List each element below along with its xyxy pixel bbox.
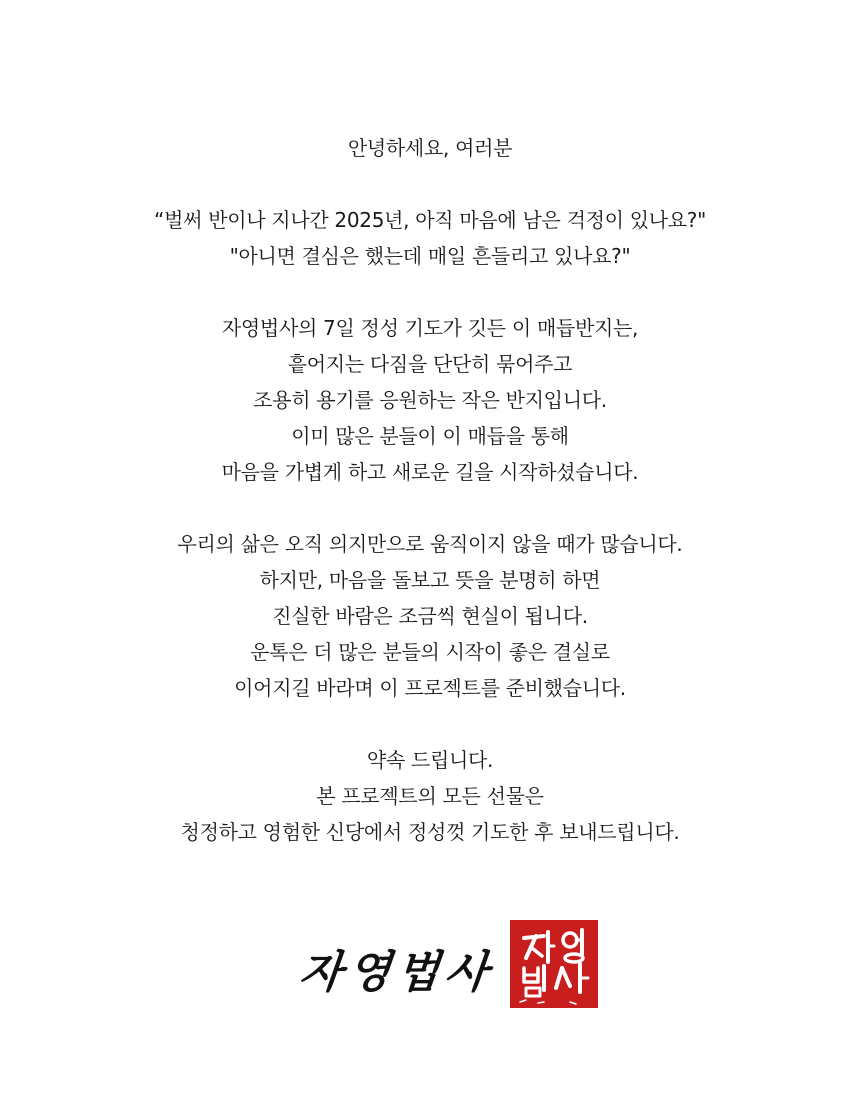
signature-name: 자영법사 bbox=[296, 947, 497, 998]
signature-block bbox=[0, 918, 860, 1010]
question-line: “벌써 반이나 지나간 2025년, 아직 마음에 남은 걱정이 있나요?" bbox=[154, 208, 706, 232]
paragraph-line: 이미 많은 분들이 이 매듭을 통해 bbox=[291, 424, 569, 448]
paragraph-line: 약속 드립니다. bbox=[366, 748, 494, 772]
seal-stamp-graphic bbox=[510, 920, 598, 1008]
spacer bbox=[0, 706, 860, 742]
paragraph-line: 본 프로젝트의 모든 선물은 bbox=[316, 784, 544, 808]
paragraph-line: 조용히 용기를 응원하는 작은 반지입니다. bbox=[253, 388, 607, 412]
question-line: "아니면 결심은 했는데 매일 흔들리고 있나요?" bbox=[229, 244, 631, 268]
letter-body bbox=[0, 130, 860, 850]
spacer bbox=[0, 274, 860, 310]
spacer bbox=[0, 166, 860, 202]
seal-stamp-icon bbox=[510, 920, 598, 1008]
paragraph-line: 하지만, 마음을 돌보고 뜻을 분명히 하면 bbox=[259, 568, 601, 592]
spacer bbox=[0, 490, 860, 526]
paragraph-line: 흩어지는 다짐을 단단히 묶어주고 bbox=[287, 352, 573, 376]
greeting: 안녕하세요, 여러분 bbox=[347, 136, 513, 160]
paragraph-line: 우리의 삶은 오직 의지만으로 움직이지 않을 때가 많습니다. bbox=[177, 532, 683, 556]
paragraph-line: 자영법사의 7일 정성 기도가 깃든 이 매듭반지는, bbox=[221, 316, 639, 340]
paragraph-line: 청정하고 영험한 신당에서 정성껏 기도한 후 보내드립니다. bbox=[180, 820, 680, 844]
paragraph-line: 운톡은 더 많은 분들의 시작이 좋은 결실로 bbox=[250, 640, 610, 664]
paragraph-line: 진실한 바람은 조금씩 현실이 됩니다. bbox=[272, 604, 588, 628]
paragraph-line: 이어지길 바라며 이 프로젝트를 준비했습니다. bbox=[234, 676, 626, 700]
paragraph-line: 마음을 가볍게 하고 새로운 길을 시작하셨습니다. bbox=[221, 460, 639, 484]
